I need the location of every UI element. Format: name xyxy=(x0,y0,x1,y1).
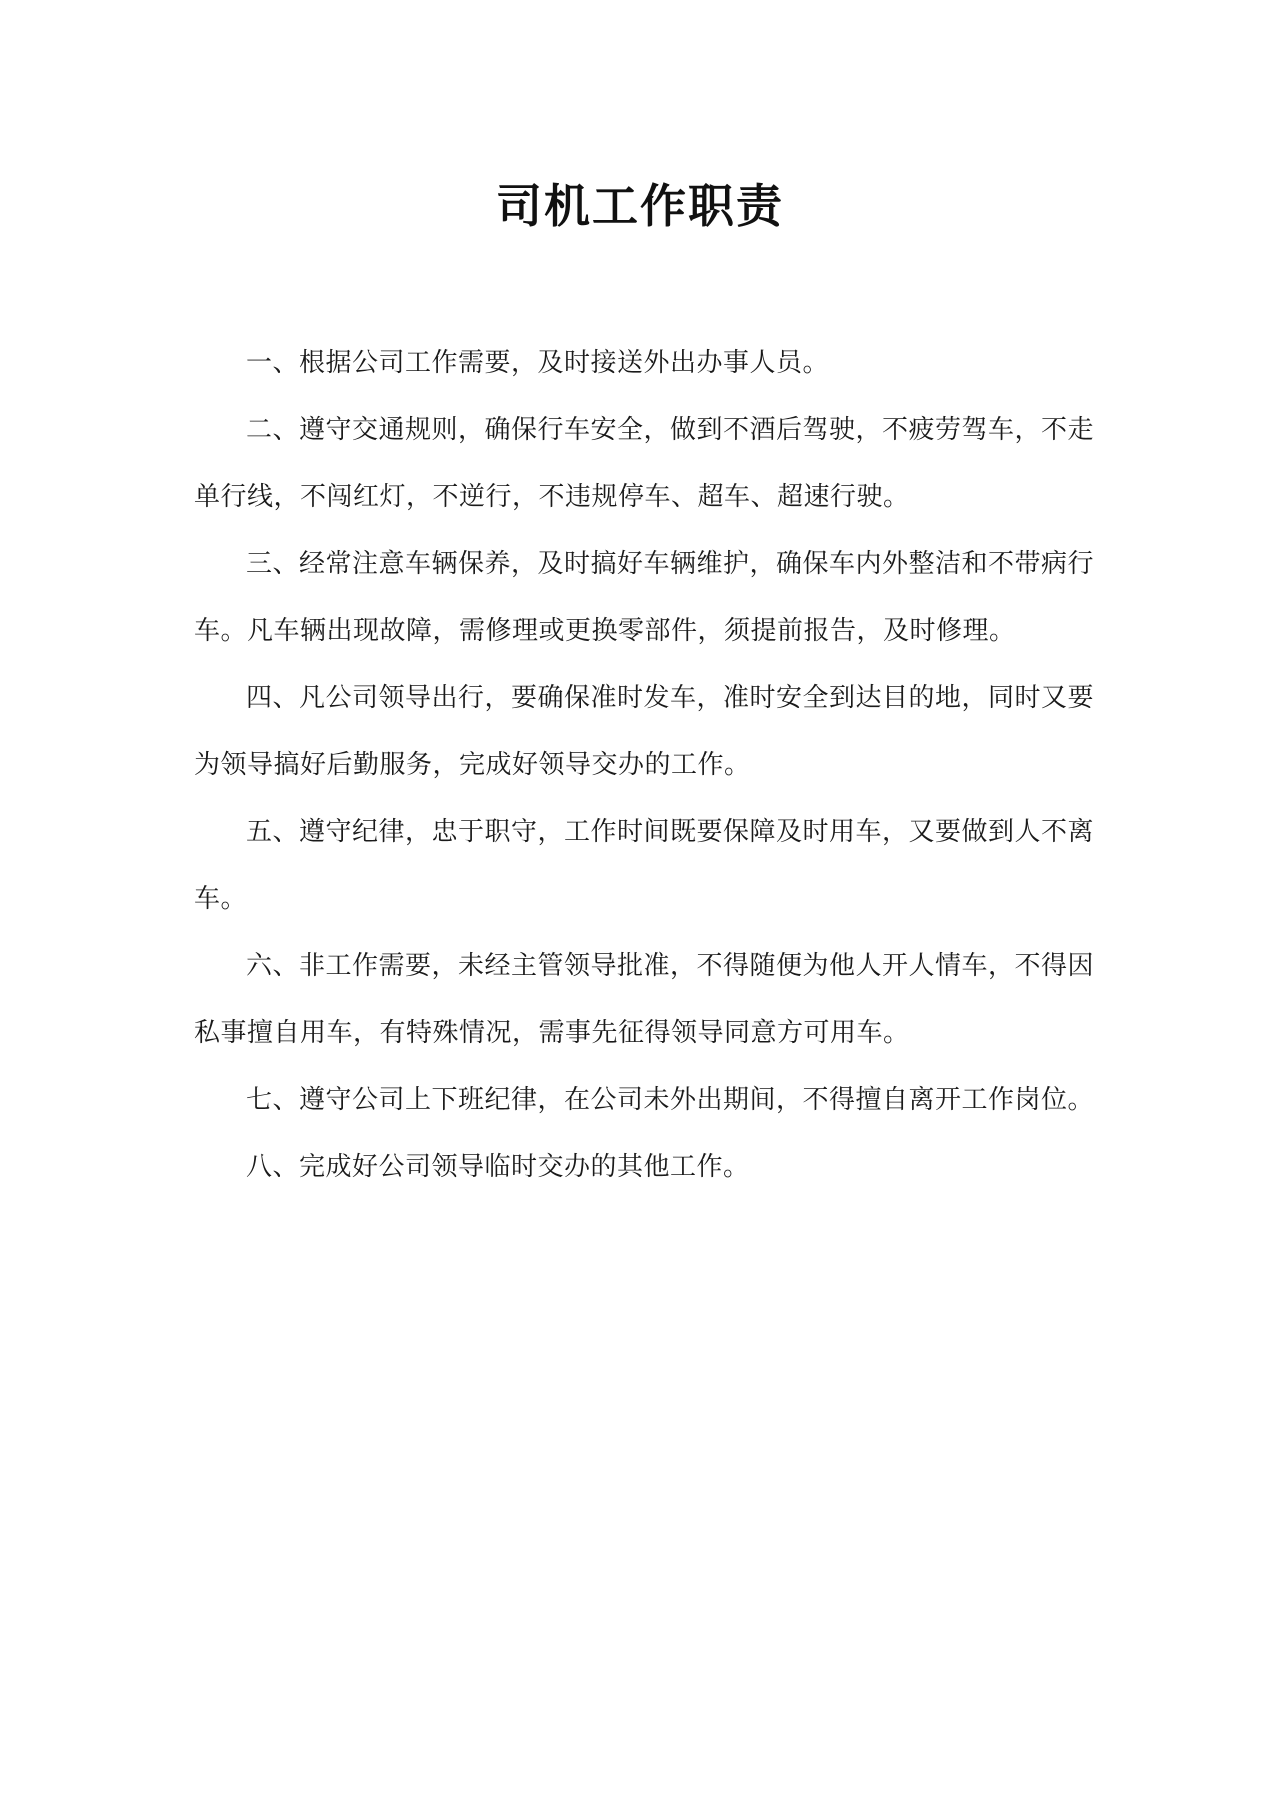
duty-item-1: 一、根据公司工作需要，及时接送外出办事人员。 xyxy=(246,348,830,378)
duty-item-3: 三、经常注意车辆保养，及时搞好车辆维护，确保车内外整洁和不带病行车。凡车辆出现故障，需修理或更换零部件，须提前报告，及时修理。 xyxy=(194,549,1095,646)
document-title: 司机工作职责 xyxy=(496,179,784,233)
document-body xyxy=(194,330,1094,1201)
duty-item-7: 七、遵守公司上下班纪律，在公司未外出期间，不得擅自离开工作岗位。 xyxy=(246,1085,1095,1115)
duty-item-8: 八、完成好公司领导临时交办的其他工作。 xyxy=(246,1152,750,1182)
duty-item-4: 四、凡公司领导出行，要确保准时发车，准时安全到达目的地，同时又要为领导搞好后勤服务，完成好领导交办的工作。 xyxy=(194,683,1095,780)
duty-item-5: 五、遵守纪律，忠于职守，工作时间既要保障及时用车，又要做到人不离车。 xyxy=(194,817,1095,914)
duty-item-2: 二、遵守交通规则，确保行车安全，做到不酒后驾驶，不疲劳驾车，不走单行线，不闯红灯，不逆行，不违规停车、超车、超速行驶。 xyxy=(194,415,1095,512)
duty-item-6: 六、非工作需要，未经主管领导批准，不得随便为他人开人情车，不得因私事擅自用车，有特殊情况，需事先征得领导同意方可用车。 xyxy=(194,951,1095,1048)
